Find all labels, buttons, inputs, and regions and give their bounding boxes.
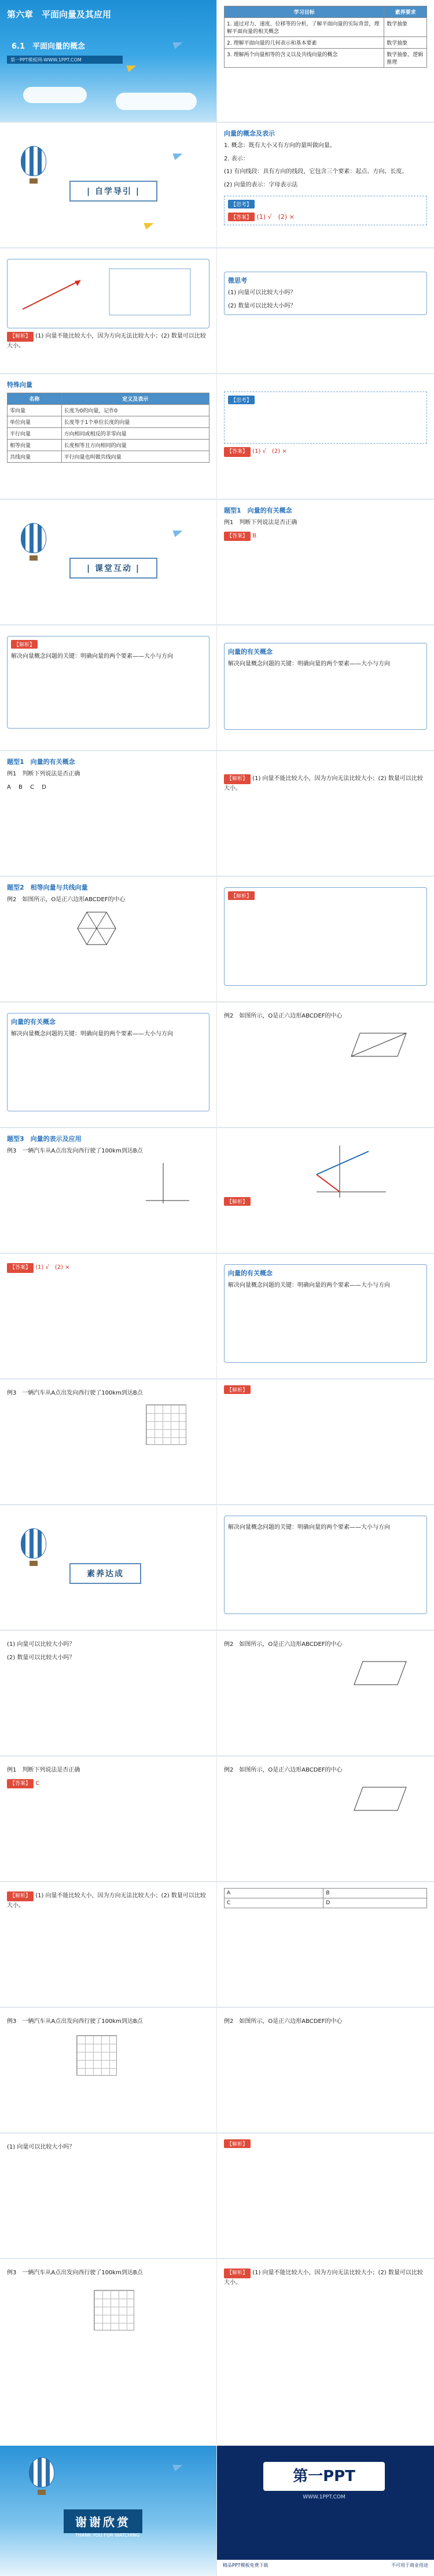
answer-table	[224, 1888, 427, 1908]
hexagon-figure	[76, 911, 117, 946]
table-cell: 平行向量也叫做共线向量	[61, 451, 209, 463]
literacy-label: 素养达成	[69, 1563, 141, 1584]
cloud-decor	[23, 87, 87, 103]
hexagon-answer-slide	[217, 877, 434, 1001]
cloud-decor	[116, 93, 197, 110]
table-row	[8, 451, 209, 463]
answer-tag: 【答案】	[228, 213, 255, 221]
thanks-text: 谢谢欣赏	[64, 2509, 142, 2533]
table-row	[225, 1889, 427, 1898]
vector-arrow	[23, 280, 80, 309]
choice-d: D	[42, 784, 46, 791]
table-row	[225, 37, 427, 49]
paper-plane-icon	[126, 63, 137, 72]
topic-title: 题型1 向量的有关概念	[7, 758, 75, 766]
application-cont-slide	[0, 1254, 217, 1378]
slide-row-7	[0, 751, 434, 876]
route-vector	[317, 1174, 340, 1192]
table-row	[8, 440, 209, 451]
analysis-tag: 【解析】	[228, 891, 255, 900]
choice-a: A	[7, 784, 11, 791]
concept-line: (1) 有向线段：具有方向的线段，它包含三个要素：起点、方向、长度。	[224, 169, 408, 175]
table-cell: 零向量	[8, 405, 62, 416]
table-cell: D	[323, 1898, 427, 1908]
literacy-text: 数学抽象	[384, 37, 427, 49]
answer-tag: 【答案】	[224, 447, 251, 457]
summary-title: 向量的有关概念	[11, 1018, 56, 1026]
quiz-slide	[217, 1882, 434, 2007]
grid-figure	[94, 2290, 134, 2330]
slide-row-13	[0, 1505, 434, 1630]
answer-line	[7, 783, 209, 793]
literacy-text: 数学抽象、逻辑推理	[384, 49, 427, 68]
objectives-slide	[217, 0, 434, 122]
practice-line: 例2 如图所示，O是正六边形ABCDEF的中心	[224, 1013, 343, 1019]
micro-think-title: 微思考	[228, 277, 247, 284]
answer-line	[7, 1779, 209, 1789]
note-text: 解决向量概念问题的关键：明确向量的两个要素——大小与方向	[11, 653, 173, 660]
thanks-sub: THANK YOU FOR WATCHING	[75, 2533, 140, 2538]
example-line: 例3 一辆汽车从A点出发向西行驶了100km到达B点	[7, 1148, 143, 1154]
parallelogram-slide	[217, 1002, 434, 1127]
special-vectors-slide	[0, 374, 217, 499]
practice-line: 例3 一辆汽车从A点出发向西行驶了100km到达B点	[7, 1390, 143, 1396]
brand-slide	[217, 2446, 434, 2576]
route-figure	[305, 1140, 398, 1203]
answer-line	[224, 447, 427, 457]
table-row	[8, 428, 209, 440]
quiz-slide	[217, 1631, 434, 1755]
think-box	[224, 391, 427, 444]
slide-row-12	[0, 1380, 434, 1504]
table-cell: 相等向量	[8, 440, 62, 451]
practice2-slide	[0, 1380, 217, 1504]
analysis-tag: 【解析】	[224, 2139, 251, 2148]
application-slide	[0, 1128, 217, 1253]
table-header: 定义及表示	[61, 393, 209, 405]
parallelogram-figure	[345, 1781, 409, 1816]
practice-slide	[0, 751, 217, 876]
analysis-tag: 【解析】	[7, 332, 34, 342]
concept-line: 2. 表示：	[224, 155, 249, 162]
method-box	[224, 1264, 427, 1363]
quiz-slide	[217, 2008, 434, 2132]
slide-row-1	[0, 0, 434, 122]
table-cell: 平行向量	[8, 428, 62, 440]
practice-line: 例3 一辆汽车从A点出发向西行驶了100km到达B点	[7, 2270, 143, 2276]
objectives-table	[224, 6, 427, 68]
summary-title: 向量的有关概念	[228, 1269, 273, 1277]
lesson-title: 6.1 平面向量的概念	[12, 42, 86, 51]
cover-slide	[0, 0, 217, 122]
table-cell: C	[225, 1898, 323, 1908]
quiz-slide	[0, 1757, 217, 1881]
final-quiz-slide	[0, 2259, 217, 2445]
practice-line: 例2 如图所示，O是正六边形ABCDEF的中心	[224, 2018, 343, 2025]
analysis-tag: 【解析】	[224, 1197, 251, 1206]
parallelogram-figure	[340, 1027, 409, 1062]
literacy-box	[224, 1516, 427, 1614]
analysis-tag: 【解析】	[11, 640, 38, 649]
method-summary-slide	[0, 1002, 217, 1127]
table-row	[225, 49, 427, 68]
quiz-slide	[0, 1882, 217, 2007]
method-box-slide	[217, 1254, 434, 1378]
table-row	[8, 405, 209, 416]
example-line: 例2 如图所示，O是正六边形ABCDEF的中心	[224, 1641, 343, 1648]
slide-row-6	[0, 625, 434, 750]
analysis-tag: 【解析】	[7, 1891, 34, 1901]
analysis-line	[7, 1263, 209, 1273]
concept-diagram	[7, 259, 209, 328]
coordinate-figure	[140, 1160, 192, 1206]
paper-plane-icon	[172, 2462, 183, 2472]
paper-plane-icon	[172, 151, 183, 160]
summary-title: 向量的有关概念	[228, 648, 273, 656]
answer-choice: C	[35, 1780, 40, 1787]
interactive-label: | 课堂互动 |	[69, 558, 157, 579]
answer-value: (1) √ (2) ×	[256, 213, 295, 221]
think-tag: 【思考】	[228, 396, 255, 404]
question-line: (2) 数量可以比较大小吗？	[228, 302, 296, 309]
special-think-slide	[217, 374, 434, 499]
hexagon-slide	[0, 877, 217, 1001]
table-cell: 长度为0的向量，记作0	[61, 405, 209, 416]
method-box	[7, 1013, 209, 1111]
slide-row-15	[0, 1757, 434, 1881]
slide-row-8	[0, 877, 434, 1001]
parallelogram-shape	[354, 1662, 406, 1685]
parallelogram-shape	[354, 1787, 406, 1810]
answer-choice: B	[252, 532, 257, 539]
basket-icon	[30, 178, 38, 184]
table-cell: 方向相同或相反的非零向量	[61, 428, 209, 440]
analysis-text: (1) 向量不能比较大小，因为方向无法比较大小；(2) 数量可以比较大小。	[7, 333, 206, 349]
practice2-answer-slide	[217, 1380, 434, 1504]
brand-url[interactable]: WWW.1PPT.COM	[303, 2494, 345, 2500]
practice-line: 例2 如图所示，O是正六边形ABCDEF的中心	[224, 1767, 343, 1773]
objectives-header: 学习目标	[225, 6, 384, 18]
parallelogram-diagonal	[351, 1033, 406, 1056]
objectives-header: 素养要求	[384, 6, 427, 18]
explanation-box	[7, 636, 209, 729]
basket-icon	[38, 2490, 46, 2495]
slide-row-2	[0, 123, 434, 247]
question-line: (1) 向量可以比较大小吗？	[228, 290, 296, 296]
method-box	[224, 643, 427, 730]
note-frame	[109, 269, 190, 315]
think-box	[224, 196, 427, 225]
table-row	[225, 1898, 427, 1908]
answer-tag: 【答案】	[224, 532, 251, 541]
route-vector	[317, 1151, 369, 1174]
analysis-line	[7, 332, 209, 351]
self-study-label: | 自学导引 |	[69, 181, 157, 202]
balloon-icon	[21, 1528, 46, 1558]
think-tag: 【思考】	[228, 200, 255, 208]
slide-row-17	[0, 2008, 434, 2132]
slide-row-3	[0, 248, 434, 373]
interactive-label-slide	[0, 500, 217, 624]
table-cell: A	[225, 1889, 323, 1898]
balloon-icon	[29, 2457, 54, 2487]
application-answer-slide	[217, 1128, 434, 1253]
example-line: 例1 判断下列说法是否正确	[224, 519, 297, 526]
quiz-slide	[217, 1757, 434, 1881]
table-cell: 单位向量	[8, 416, 62, 428]
analysis-tag: 【解析】	[224, 1385, 251, 1394]
special-vectors-table	[7, 393, 209, 463]
vector-diagram	[11, 263, 202, 324]
balloon-icon	[21, 523, 46, 553]
topic-title: 题型1 向量的有关概念	[224, 507, 292, 514]
table-cell: 长度等于1个单位长度的向量	[61, 416, 209, 428]
site-bar: 第一PPT模板网-WWW.1PPT.COM	[7, 56, 123, 64]
parallelogram-figure	[345, 1656, 409, 1690]
answer-tag: 【答案】	[7, 1263, 34, 1273]
concept-line: (2) 向量的表示：字母表示法	[224, 181, 298, 188]
slide-row-4	[0, 374, 434, 499]
grid-figure	[76, 2035, 117, 2076]
thanks-slide	[0, 2446, 217, 2576]
method-slide	[217, 625, 434, 750]
table-cell: B	[323, 1889, 427, 1898]
literacy-slide	[217, 1505, 434, 1630]
objective-text: 1. 通过对力、速度、位移等的分析，了解平面向量的实际背景，理解平面向量的相关概念	[225, 18, 384, 37]
basket-icon	[30, 1561, 38, 1566]
topic-title: 题型3 向量的表示及应用	[7, 1135, 82, 1143]
slide-row-19	[0, 2259, 434, 2445]
paper-plane-icon	[144, 220, 155, 230]
self-study-slide	[0, 123, 217, 247]
practice-line: 例3 一辆汽车从A点出发向西行驶了100km到达B点	[7, 2018, 143, 2025]
choice-b: B	[19, 784, 23, 791]
note-text: 解决向量概念问题的关键：明确向量的两个要素——大小与方向	[11, 1031, 173, 1037]
explain-slide	[0, 625, 217, 750]
question-line: (1) 向量可以比较大小吗？	[7, 1641, 75, 1648]
practice-line: 例1 判断下列说法是否正确	[7, 1767, 80, 1773]
quiz-slide	[0, 2134, 217, 2258]
quiz-slide	[0, 2008, 217, 2132]
point-title: 向量的概念及表示	[224, 130, 275, 137]
table-row	[8, 416, 209, 428]
special-title: 特殊向量	[7, 381, 32, 389]
quiz-slide	[0, 1631, 217, 1755]
slide-row-16	[0, 1882, 434, 2007]
literacy-text: 数学抽象	[384, 18, 427, 37]
solution-box	[224, 887, 427, 986]
slide-row-5	[0, 500, 434, 624]
table-row	[225, 18, 427, 37]
slide-row-20	[0, 2446, 434, 2576]
analysis-line	[224, 774, 427, 793]
practice-line: 例1 判断下列说法是否正确	[7, 771, 80, 777]
choice-c: C	[30, 784, 35, 791]
table-header: 名称	[8, 393, 62, 405]
paper-plane-icon	[172, 528, 183, 537]
note-text: 解决向量概念问题的关键：明确向量的两个要素——大小与方向	[228, 1282, 390, 1289]
answer-value: (1) √ (2) ×	[35, 1264, 70, 1271]
note-text: 解决向量概念问题的关键：明确向量的两个要素——大小与方向	[228, 1524, 390, 1531]
analysis-text: (1) 向量不能比较大小，因为方向无法比较大小；(2) 数量可以比较大小。	[7, 1893, 206, 1909]
example-line: 例2 如图所示，O是正六边形ABCDEF的中心	[7, 897, 126, 903]
question-line: (1) 向量可以比较大小吗？	[7, 2144, 75, 2150]
answer-line	[224, 532, 427, 541]
objective-text: 3. 理解两个向量相等的含义以及共线向量的概念	[225, 49, 384, 68]
micro-think-box	[224, 272, 427, 315]
footer-right: 不可用于商业用途	[391, 2563, 428, 2568]
objective-text: 2. 理解平面向量的几何表示和基本要素	[225, 37, 384, 49]
answer-value: (1) √ (2) ×	[252, 448, 287, 455]
analysis-tag: 【解析】	[224, 2268, 251, 2278]
grid-figure	[146, 1404, 186, 1445]
practice-answer-slide	[217, 751, 434, 876]
slide-row-9	[0, 1002, 434, 1127]
slide-row-10	[0, 1128, 434, 1253]
footer-left: 精品PPT模板免费下载	[223, 2563, 269, 2568]
note-text: 解决向量概念问题的关键：明确向量的两个要素——大小与方向	[228, 661, 390, 667]
table-cell: 长度相等且方向相同的向量	[61, 440, 209, 451]
analysis-text: (1) 向量不能比较大小，因为方向无法比较大小；(2) 数量可以比较大小。	[224, 775, 423, 792]
slide-row-11	[0, 1254, 434, 1378]
basket-icon	[30, 555, 38, 561]
concept-line: 1. 概念：既有大小又有方向的量叫做向量。	[224, 142, 336, 149]
balloon-icon	[21, 146, 46, 176]
slide-row-18	[0, 2134, 434, 2258]
topic1-slide	[217, 500, 434, 624]
analysis-tag: 【解析】	[224, 774, 251, 784]
literacy-label-slide	[0, 1505, 217, 1630]
chapter-title: 第六章 平面向量及其应用	[7, 9, 112, 20]
brand-logo[interactable]: 第一PPT	[263, 2462, 385, 2491]
think-slide	[217, 248, 434, 373]
analysis-line	[224, 2268, 427, 2288]
answer-tag: 【答案】	[7, 1779, 34, 1789]
final-answer-slide	[217, 2259, 434, 2445]
diagram-slide	[0, 248, 217, 373]
question-line: (2) 数量可以比较大小吗？	[7, 1654, 75, 1661]
quiz-slide	[217, 2134, 434, 2258]
analysis-line	[7, 1891, 209, 1911]
concept-slide	[217, 123, 434, 247]
table-cell: 共线向量	[8, 451, 62, 463]
topic-title: 题型2 相等向量与共线向量	[7, 884, 88, 891]
analysis-text: (1) 向量不能比较大小，因为方向无法比较大小；(2) 数量可以比较大小。	[224, 2270, 423, 2286]
brand-footer	[217, 2560, 434, 2576]
slide-row-14	[0, 1631, 434, 1755]
